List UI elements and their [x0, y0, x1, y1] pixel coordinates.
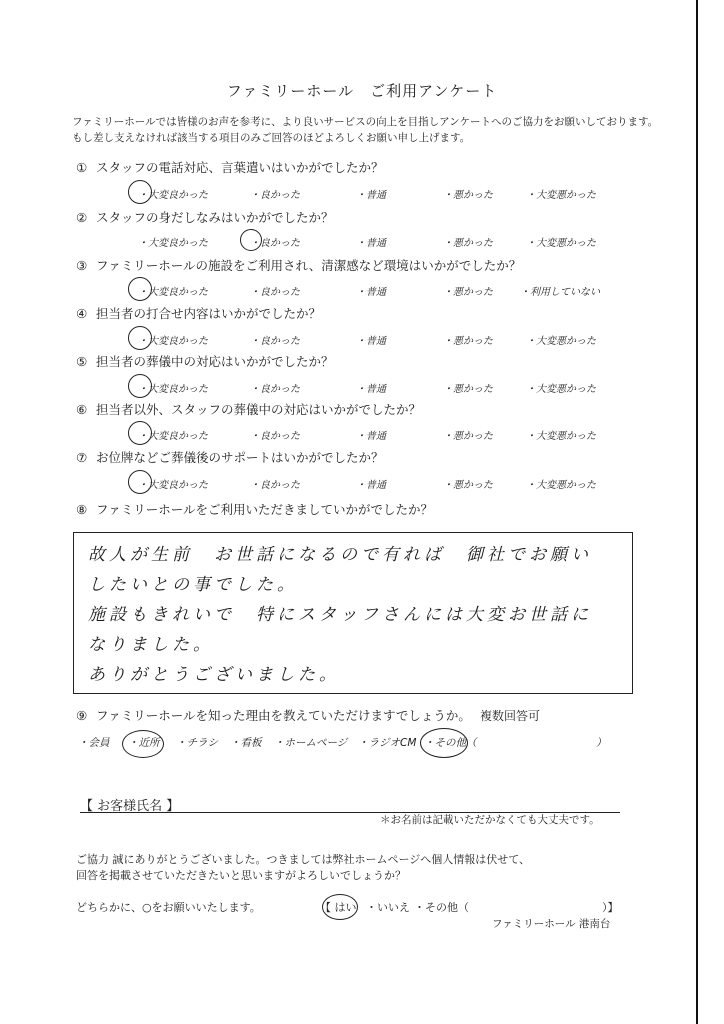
option-average[interactable]: ・普通: [356, 336, 386, 347]
question-number: ①: [76, 160, 88, 175]
closing-message: [76, 852, 530, 884]
question-6-options: [138, 427, 618, 443]
option-good[interactable]: ・良かった: [250, 336, 300, 347]
consent-prompt: どちらかに、○をお願いいたします。: [76, 901, 261, 914]
option-bad[interactable]: ・悪かった: [443, 384, 493, 395]
question-number: ⑤: [76, 354, 88, 369]
handwritten-answer-line-4: なりました。: [88, 635, 214, 655]
option-average[interactable]: ・普通: [356, 238, 386, 249]
question-text: スタッフの電話対応、言葉遣いはいかがでしたか？: [96, 160, 384, 175]
selection-circle-mark: [128, 180, 152, 204]
intro-line-2: もし差し支えなければ該当する項目のみご回答のほどよろしくお願い申し上げます。: [72, 132, 471, 144]
selection-circle-mark: [128, 374, 152, 398]
question-3: [76, 256, 521, 274]
question-text: ファミリーホールを知った理由を教えていただけますでしょうか。: [96, 708, 471, 723]
name-optional-note: ＊お名前は記載いただかなくても大丈夫です。: [380, 814, 600, 826]
question-5-options: [138, 380, 618, 396]
option-very-bad[interactable]: ・大変悪かった: [526, 431, 596, 442]
page-edge-line: [696, 0, 698, 1024]
option-very-good[interactable]: ・大変良かった: [138, 238, 208, 249]
option-good[interactable]: ・良かった: [250, 287, 300, 298]
option-good[interactable]: ・良かった: [250, 190, 300, 201]
question-6: [76, 400, 421, 418]
question-text: 担当者以外、スタッフの葬儀中の対応はいかがでしたか？: [96, 402, 422, 417]
question-number: ④: [76, 306, 88, 321]
selection-circle-mark: [322, 894, 358, 920]
question-number: ⑧: [76, 502, 88, 517]
option-average[interactable]: ・普通: [356, 287, 386, 298]
handwritten-answer-line-1: 故人が生前 お世話になるので有れば 御社でお願い: [88, 545, 592, 565]
question-2-options: [138, 234, 618, 250]
handwritten-answer-line-5: ありがとうございました。: [88, 665, 340, 685]
selection-circle-mark: [240, 229, 262, 251]
question-text: ファミリーホールの施設をご利用され、清潔感など環境はいかがでしたか？: [96, 258, 522, 273]
question-1-options: [138, 186, 618, 202]
question-text: スタッフの身だしなみはいかがでしたか？: [96, 210, 334, 225]
option-very-good[interactable]: ・大変良かった: [138, 431, 208, 442]
question-number: ⑨: [76, 708, 88, 723]
intro-text: [72, 114, 658, 146]
selection-circle-mark: [128, 470, 152, 494]
consent-option-yes[interactable]: 【 はい: [320, 901, 357, 914]
option-good[interactable]: ・良かった: [250, 238, 300, 249]
question-1: [76, 158, 384, 176]
question-text: お位牌などご葬儀後のサポートはいかがでしたか？: [96, 450, 384, 465]
option-good[interactable]: ・良かった: [250, 480, 300, 491]
selection-circle-mark: [128, 326, 152, 350]
option-average[interactable]: ・普通: [356, 190, 386, 201]
option-bad[interactable]: ・悪かった: [443, 238, 493, 249]
question-number: ⑥: [76, 402, 88, 417]
question-4-options: [138, 332, 618, 348]
option-bad[interactable]: ・悪かった: [443, 480, 493, 491]
handwritten-answer-line-2: したいとの事でした。: [88, 575, 298, 595]
option-flyer[interactable]: ・チラシ: [176, 737, 218, 749]
survey-title: ファミリーホール ご利用アンケート: [226, 82, 498, 100]
option-very-good[interactable]: ・大変良かった: [138, 336, 208, 347]
selection-circle-mark: [128, 421, 152, 445]
consent-option-close: ）】: [602, 901, 619, 914]
option-very-good[interactable]: ・大変良かった: [138, 287, 208, 298]
option-very-bad[interactable]: ・大変悪かった: [526, 480, 596, 491]
option-very-bad[interactable]: ・大変悪かった: [526, 238, 596, 249]
question-3-options: [138, 283, 618, 299]
option-other-close-paren: ）: [596, 737, 607, 749]
question-number: ②: [76, 210, 88, 225]
question-7: [76, 448, 384, 466]
option-homepage[interactable]: ・ホームページ: [274, 737, 348, 749]
question-number: ⑦: [76, 450, 88, 465]
option-signboard[interactable]: ・看板: [230, 737, 262, 749]
consent-option-other[interactable]: ・その他（: [414, 901, 469, 914]
option-bad[interactable]: ・悪かった: [443, 287, 493, 298]
option-very-good[interactable]: ・大変良かった: [138, 480, 208, 491]
customer-name-label: 【 お客様氏名 】: [80, 799, 180, 814]
multiple-answers-note: 複数回答可: [480, 709, 541, 723]
option-neighborhood[interactable]: ・近所: [128, 737, 160, 749]
selection-circle-mark: [122, 730, 164, 758]
question-number: ③: [76, 258, 88, 273]
question-text: 担当者の打合せ内容はいかがでしたか？: [96, 306, 322, 321]
closing-line-2: 回答を掲載させていただきたいと思いますがよろしいでしょうか？: [76, 869, 406, 882]
option-bad[interactable]: ・悪かった: [443, 431, 493, 442]
handwritten-answer-line-3: 施設もきれいで 特にスタッフさんには大変お世話に: [88, 605, 592, 625]
question-text: 担当者の葬儀中の対応はいかがでしたか？: [96, 354, 334, 369]
option-average[interactable]: ・普通: [356, 431, 386, 442]
option-very-good[interactable]: ・大変良かった: [138, 190, 208, 201]
option-very-good[interactable]: ・大変良かった: [138, 384, 208, 395]
option-not-used[interactable]: ・利用していない: [520, 287, 600, 298]
option-bad[interactable]: ・悪かった: [443, 190, 493, 201]
option-good[interactable]: ・良かった: [250, 431, 300, 442]
option-other[interactable]: ・その他（: [424, 737, 477, 749]
option-member[interactable]: ・会員: [78, 737, 110, 749]
question-text: ファミリーホールをご利用いただきましていかがでしたか？: [96, 502, 434, 517]
option-very-bad[interactable]: ・大変悪かった: [526, 190, 596, 201]
question-9: [76, 706, 471, 724]
selection-circle-mark: [128, 277, 152, 301]
question-8: [76, 500, 433, 518]
option-radio-cm[interactable]: ・ラジオCM: [358, 737, 417, 749]
option-very-bad[interactable]: ・大変悪かった: [526, 384, 596, 395]
question-7-options: [138, 476, 618, 492]
option-very-bad[interactable]: ・大変悪かった: [526, 336, 596, 347]
question-4: [76, 304, 321, 322]
intro-line-1: ファミリーホールでは皆様のお声を参考に、より良いサービスの向上を目指しアンケートへのご協力をお願いしております。: [72, 116, 659, 128]
question-5: [76, 352, 334, 370]
branch-name: ファミリーホール 港南台: [492, 918, 611, 930]
consent-option-no[interactable]: ・いいえ: [366, 901, 410, 914]
option-good[interactable]: ・良かった: [250, 384, 300, 395]
closing-line-1: ご協力 誠にありがとうございました。つきましては弊社ホームページへ個人情報は伏せて、: [76, 853, 531, 866]
option-average[interactable]: ・普通: [356, 384, 386, 395]
selection-circle-mark: [420, 728, 468, 758]
question-2: [76, 208, 334, 226]
option-average[interactable]: ・普通: [356, 480, 386, 491]
option-bad[interactable]: ・悪かった: [443, 336, 493, 347]
